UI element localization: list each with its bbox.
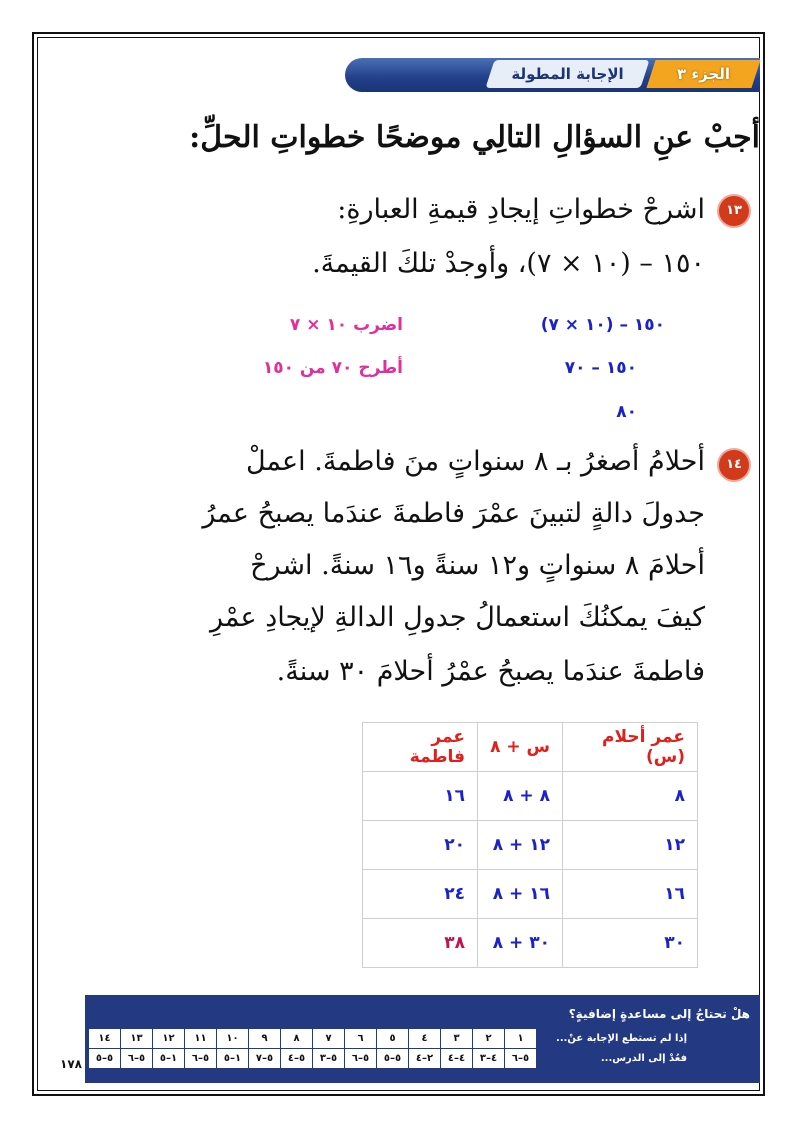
step-1-expression: ١٥٠ – (١٠ × ٧) — [540, 315, 665, 335]
help-question-cell: ١١ — [185, 1029, 217, 1049]
step-2-expression: ١٥٠ – ٧٠ — [564, 358, 637, 378]
table-row — [363, 919, 698, 968]
step-1-note: اضرب ١٠ × ٧ — [289, 315, 403, 335]
help-lesson-cell: ٥–٧ — [249, 1049, 281, 1069]
help-question-cell: ١٢ — [153, 1029, 185, 1049]
step-2-note: أطرح ٧٠ من ١٥٠ — [262, 358, 403, 378]
step-3-result: ٨٠ — [616, 402, 637, 422]
help-row-label-lessons: فعُدْ إلى الدرس... — [537, 1049, 694, 1069]
question-14-line-5: فاطمةَ عندَما يصبحُ عمْرُ أحلامَ ٣٠ سنةً. — [276, 656, 705, 687]
help-lesson-cell: ٥–٥ — [89, 1049, 121, 1069]
help-question-cell: ١٤ — [89, 1029, 121, 1049]
help-lessons-row — [89, 1049, 694, 1069]
table-cell: ٢٠ — [363, 821, 478, 870]
help-row-label-questions: إذا لم تستطع الإجابة عنْ... — [537, 1029, 694, 1049]
question-13-badge: ١٣ — [719, 196, 749, 226]
table-cell: ١٦ + ٨ — [478, 870, 563, 919]
help-question-cell: ٢ — [473, 1029, 505, 1049]
table-cell: ١٢ — [563, 821, 698, 870]
question-14-line-3: أحلامَ ٨ سنواتٍ و١٢ سنةً و١٦ سنةً. اشرحْ — [250, 550, 705, 581]
page-number: ١٧٨ — [60, 1057, 82, 1071]
part-label: الجزء ٣ — [677, 65, 730, 83]
question-14-line-2: جدولَ دالةٍ لتبينَ عمْرَ فاطمةَ عندَما يصبحُ عمرُ — [202, 498, 705, 529]
table-cell: ١٢ + ٨ — [478, 821, 563, 870]
help-lesson-cell: ١–٥ — [217, 1049, 249, 1069]
help-question-cell: ٨ — [281, 1029, 313, 1049]
help-question-cell: ١ — [505, 1029, 537, 1049]
help-lesson-cell: ٥–٣ — [313, 1049, 345, 1069]
table-cell: ٢٤ — [363, 870, 478, 919]
help-lesson-cell: ٤–٤ — [441, 1049, 473, 1069]
help-lesson-cell: ٥–٦ — [345, 1049, 377, 1069]
part-tab — [646, 60, 760, 88]
section-title: الإجابة المطولة — [511, 65, 624, 83]
header-fatima-age: عمر فاطمة — [363, 723, 478, 772]
question-14-line-1: أحلامُ أصغرُ بـ ٨ سنواتٍ منَ فاطمةَ. اعملْ — [245, 446, 705, 477]
help-question-cell: ٥ — [377, 1029, 409, 1049]
help-question-cell: ١٠ — [217, 1029, 249, 1049]
help-lesson-cell: ٢–٤ — [409, 1049, 441, 1069]
help-questions-row — [89, 1029, 694, 1049]
help-question-cell: ٣ — [441, 1029, 473, 1049]
table-row — [363, 821, 698, 870]
help-title: هلْ تحتاجُ إلى مساعدةٍ إضافيةٍ؟ — [568, 1007, 750, 1021]
table-cell: ١٦ — [363, 772, 478, 821]
table-cell: ٣٠ — [563, 919, 698, 968]
table-cell: ٣٨ — [363, 919, 478, 968]
help-lesson-cell: ٥–٥ — [377, 1049, 409, 1069]
help-question-cell: ٧ — [313, 1029, 345, 1049]
table-cell: ١٦ — [563, 870, 698, 919]
table-cell: ٨ — [563, 772, 698, 821]
table-cell: ٨ + ٨ — [478, 772, 563, 821]
function-table — [362, 722, 698, 968]
help-lesson-cell: ٥–٦ — [505, 1049, 537, 1069]
help-question-cell: ١٣ — [121, 1029, 153, 1049]
extra-help-bar — [85, 995, 760, 1083]
header-ahlam-age: عمر أحلام (س) — [563, 723, 698, 772]
question-13-line-2: ١٥٠ – (١٠ × ٧)، وأوجدْ تلكَ القيمةَ. — [312, 248, 705, 279]
instruction-heading: أجبْ عنِ السؤالِ التالِي موضحًا خطواتِ الحلِّ: — [189, 120, 760, 155]
help-question-cell: ٤ — [409, 1029, 441, 1049]
table-row — [363, 772, 698, 821]
help-table — [88, 1028, 694, 1069]
table-row — [363, 870, 698, 919]
table-cell: ٣٠ + ٨ — [478, 919, 563, 968]
section-title-tab — [485, 60, 649, 88]
help-question-cell: ٦ — [345, 1029, 377, 1049]
question-14-badge: ١٤ — [719, 450, 749, 480]
help-question-cell: ٩ — [249, 1029, 281, 1049]
help-lesson-cell: ٥–٤ — [281, 1049, 313, 1069]
help-lesson-cell: ١–٥ — [153, 1049, 185, 1069]
help-lesson-cell: ٤–٣ — [473, 1049, 505, 1069]
question-14-line-4: كيفَ يمكنُكَ استعمالُ جدولِ الدالةِ لإيجادِ عمْرِ — [210, 602, 705, 633]
table-header-row — [363, 723, 698, 772]
help-lesson-cell: ٥–٦ — [185, 1049, 217, 1069]
question-13-line-1: اشرحْ خطواتِ إيجادِ قيمةِ العبارةِ: — [337, 194, 705, 225]
header-rule: س + ٨ — [478, 723, 563, 772]
help-lesson-cell: ٥–٦ — [121, 1049, 153, 1069]
